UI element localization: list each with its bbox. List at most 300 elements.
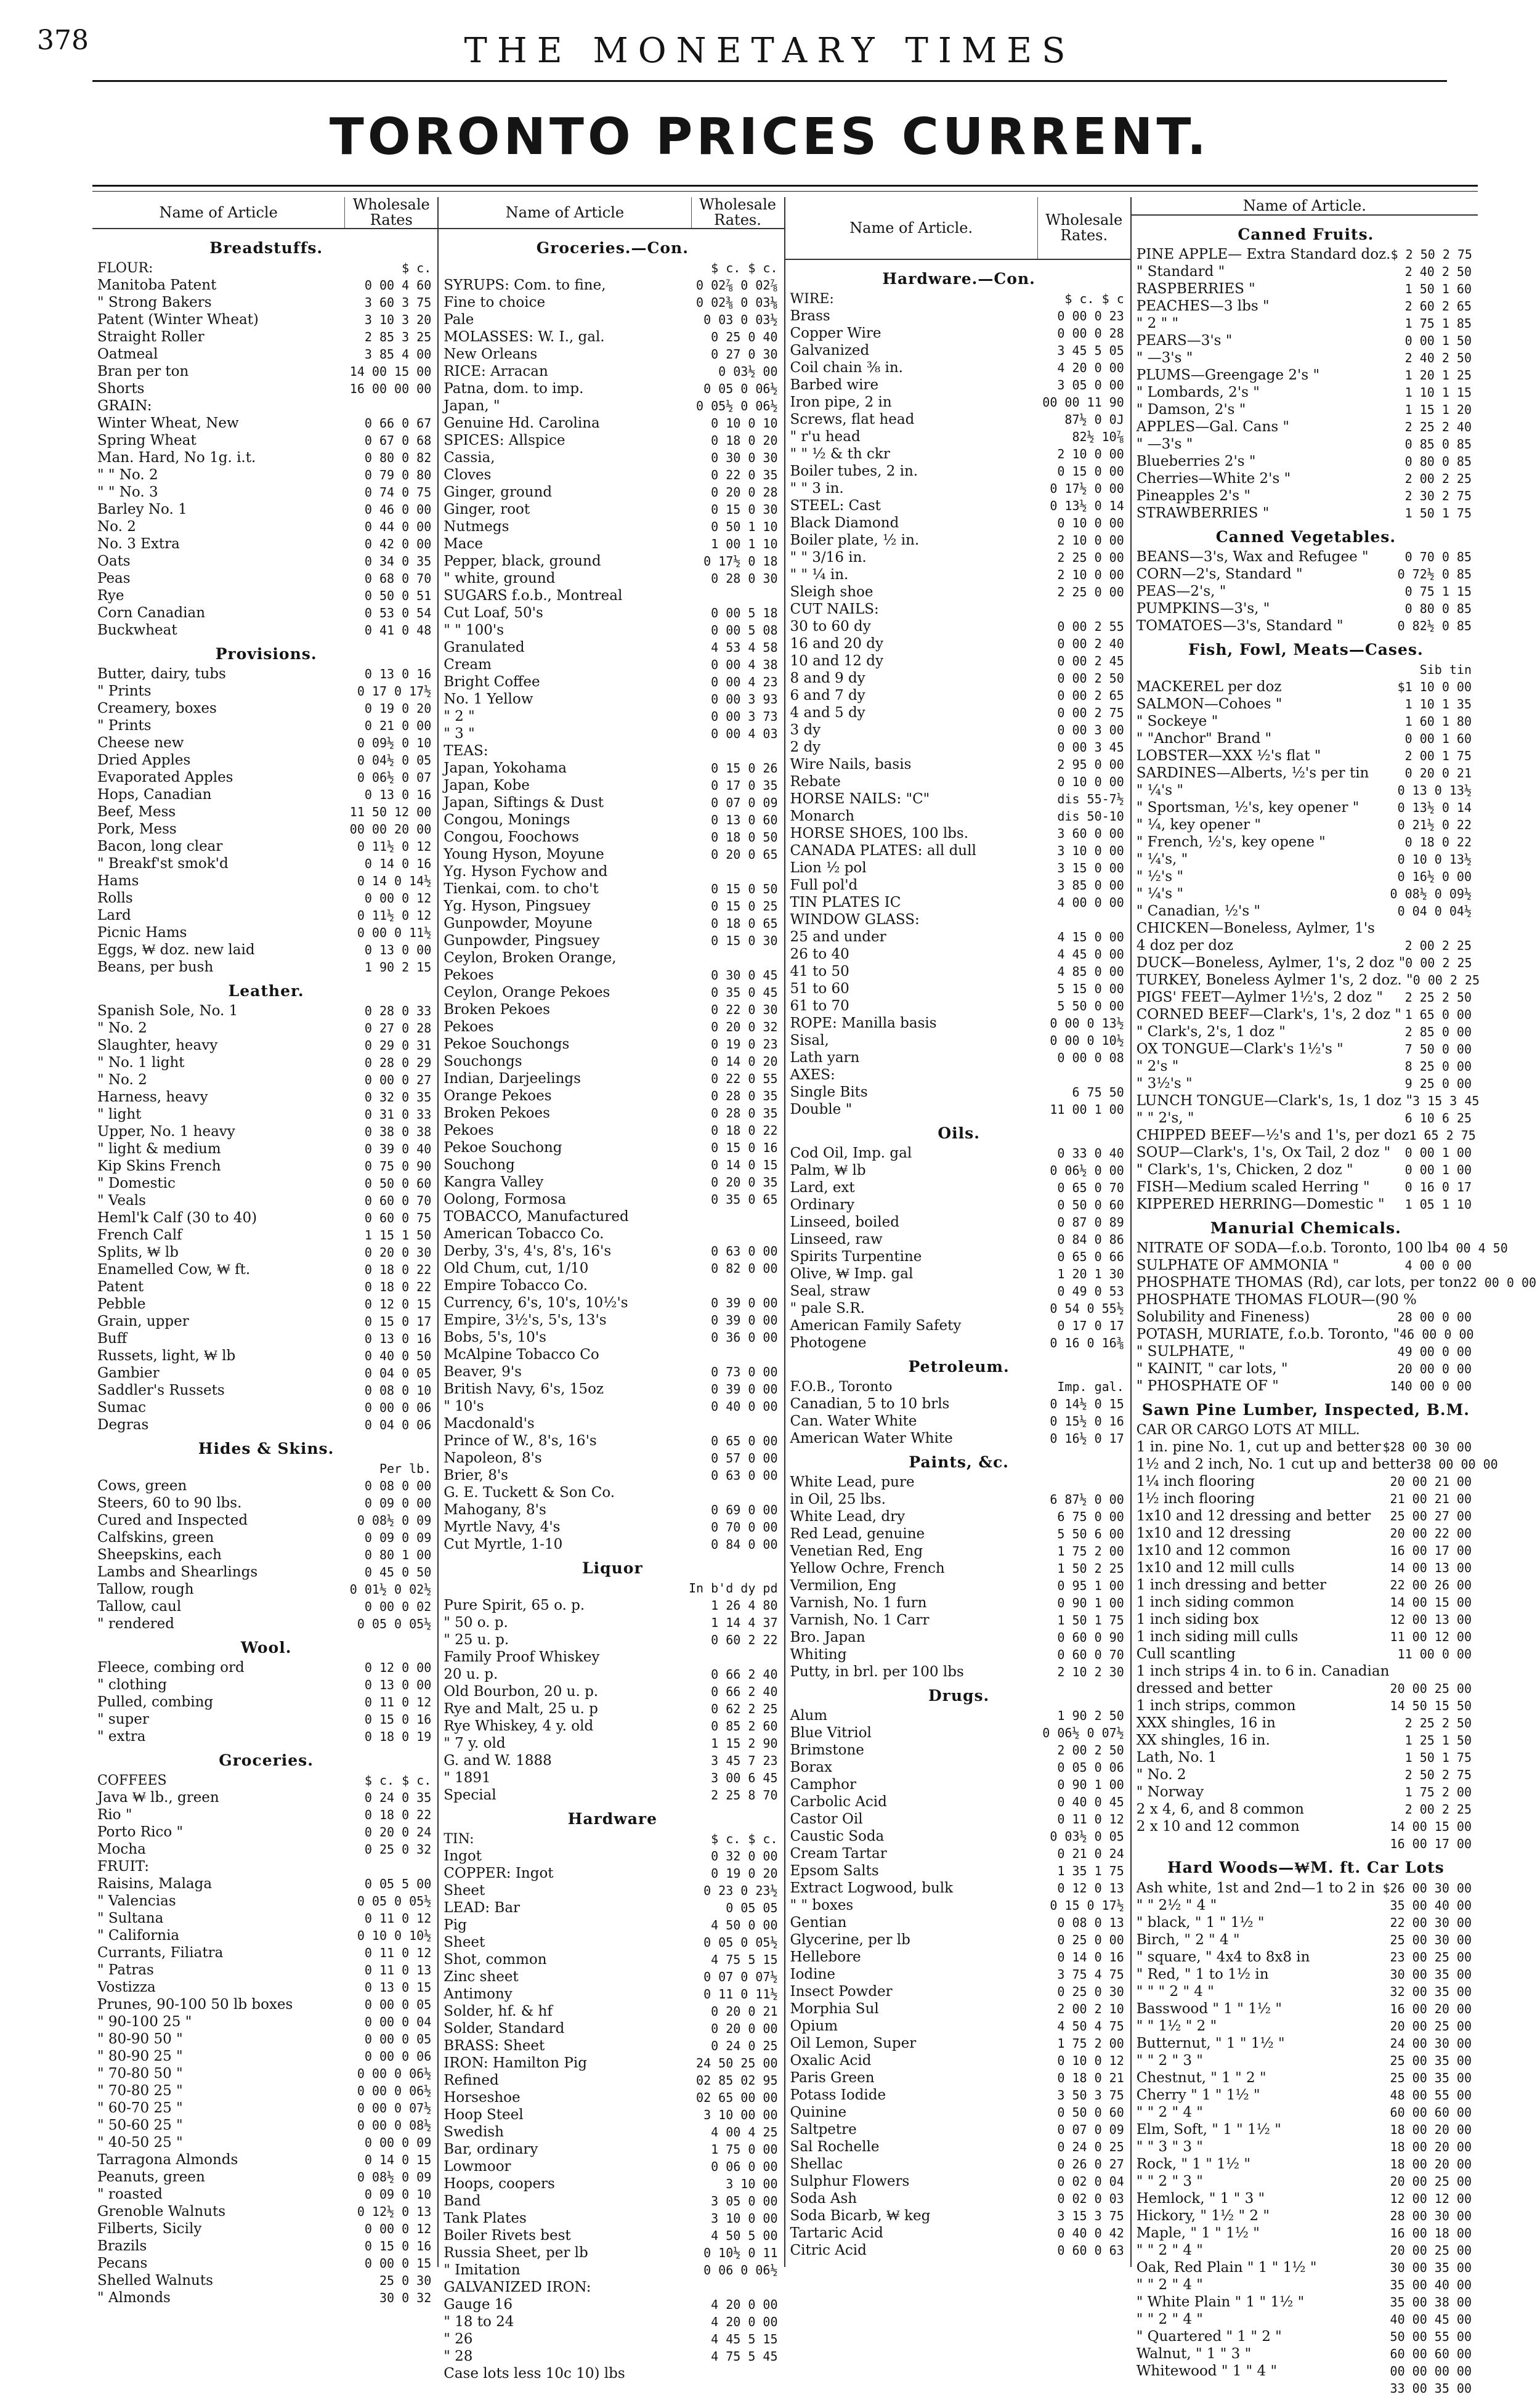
article-name: FRUIT: <box>97 1859 150 1875</box>
article-name: " super <box>97 1711 149 1728</box>
price-row <box>97 700 435 717</box>
article-name: Hams <box>97 873 139 890</box>
article-rates: 0 65 0 66 <box>1057 1249 1124 1264</box>
price-row <box>444 898 781 915</box>
price-row <box>97 1728 435 1745</box>
article-rates: 0 05 0 06½ <box>703 381 778 397</box>
article-name: Band <box>444 2193 481 2210</box>
article-name: " ½'s " <box>1136 869 1183 885</box>
article-name: Enamelled Cow, ₩ ft. <box>97 1262 251 1278</box>
article-name: Tartaric Acid <box>790 2225 883 2241</box>
article-rates: 0 17 0 35 <box>711 778 778 793</box>
article-rates: 0 50 0 60 <box>364 1176 432 1191</box>
price-row <box>1137 1127 1475 1144</box>
article-name: Extract Logwood, bulk <box>790 1880 954 1896</box>
article-name: POTASH, MURIATE, f.o.b. Toronto, " <box>1136 1326 1400 1342</box>
article-rates: 0 27 0 28 <box>364 1021 432 1036</box>
column-header <box>92 197 437 229</box>
article-rates: 0 06½ 0 07½ <box>1042 1726 1124 1740</box>
article-rates: 1 20 1 30 <box>1057 1267 1124 1281</box>
article-name: Cherry " 1 " 1½ " <box>1136 2087 1260 2103</box>
article-name: Epsom Salts <box>790 1863 879 1879</box>
article-rates: 0 11 0 13 <box>364 1963 432 1978</box>
article-rates: 0 00 0 27 <box>364 1073 432 1088</box>
subhead-name: WIRE: <box>790 291 834 307</box>
article-rates: 0 69 0 00 <box>711 1503 778 1518</box>
price-row <box>444 2089 781 2106</box>
article-name: Rolls <box>97 890 133 907</box>
price-row <box>444 1985 781 2003</box>
article-rates: 24 50 25 00 <box>696 2056 778 2071</box>
article-rates: 0 41 0 48 <box>364 623 432 638</box>
article-rates: 0 15 0 25 <box>711 899 778 914</box>
article-rates: 0 80 0 85 <box>1404 454 1472 469</box>
article-name: 51 to 60 <box>790 981 849 997</box>
article-rates: 4 00 0 00 <box>1404 1258 1472 1273</box>
article-rates: 1 90 2 15 <box>364 960 432 975</box>
price-row <box>444 1087 781 1105</box>
article-rates: 0 08 0 00 <box>364 1478 432 1494</box>
article-rates: 0 10 0 13½ <box>1397 852 1472 867</box>
article-name: " 70-80 50 " <box>97 2066 183 2082</box>
price-row <box>790 997 1128 1015</box>
price-row <box>444 1191 781 1208</box>
price-row <box>1136 1092 1480 1109</box>
price-row <box>790 1793 1128 1811</box>
price-row <box>97 1158 435 1175</box>
price-row <box>1137 954 1475 971</box>
price-row <box>1137 1966 1475 1983</box>
article-name: LOBSTER—XXX ½'s flat " <box>1136 748 1321 764</box>
section-title: Hardware.—Con. <box>882 270 1035 288</box>
price-row <box>444 2192 781 2210</box>
price-row <box>444 1053 781 1070</box>
article-name: Carbolic Acid <box>790 1794 887 1810</box>
price-row <box>444 760 781 777</box>
article-name: NITRATE OF SODA—f.o.b. Toronto, 100 lb <box>1136 1240 1441 1256</box>
article-rates: 14 00 15 00 <box>1390 1819 1472 1834</box>
article-rates: 0 50 0 60 <box>1057 1198 1124 1212</box>
price-row <box>444 1312 781 1329</box>
article-name: Souchongs <box>444 1053 522 1070</box>
price-row <box>444 1614 781 1631</box>
article-rates: 1 75 2 00 <box>1404 1785 1472 1799</box>
price-row <box>790 1525 1128 1543</box>
article-rates: 1 75 0 00 <box>711 2142 778 2157</box>
price-row <box>97 1278 435 1296</box>
article-rates: 2 10 0 00 <box>1057 447 1124 461</box>
article-rates: 16 00 17 00 <box>1390 1836 1472 1851</box>
section-title: Canned Fruits. <box>1238 225 1374 243</box>
article-rates: 3 10 3 20 <box>364 312 432 328</box>
price-row <box>444 2123 781 2141</box>
article-rates: 0 28 0 33 <box>364 1004 432 1019</box>
article-name: " " 2's, " <box>1136 1110 1194 1126</box>
subhead-rates: Sib tin <box>1419 662 1472 677</box>
article-rates: 0 05 5 00 <box>364 1876 432 1892</box>
price-row <box>790 1707 1128 1724</box>
article-name: Sal Rochelle <box>790 2139 880 2155</box>
article-name: Photogene <box>790 1335 867 1351</box>
article-rates: 4 50 5 00 <box>711 2228 778 2244</box>
price-row <box>444 518 781 535</box>
section-subhead <box>444 1580 781 1597</box>
price-row <box>444 1536 781 1553</box>
article-rates: 3 05 0 00 <box>711 2194 778 2209</box>
article-name: Wire Nails, basis <box>790 756 912 773</box>
price-row <box>1137 1697 1475 1714</box>
article-name: Russets, light, ₩ lb <box>97 1348 236 1365</box>
article-rates: 0 18 0 50 <box>711 830 778 845</box>
article-rates: 4 53 4 58 <box>711 640 778 655</box>
article-name: American Family Safety <box>790 1318 962 1334</box>
price-row <box>1137 349 1475 367</box>
section-title: Drugs. <box>928 1687 990 1705</box>
article-rates: 0 16 0 16⅜ <box>1050 1336 1124 1350</box>
column-header-rates: Wholesale Rates. <box>1037 197 1130 259</box>
price-row <box>444 1484 781 1501</box>
price-row <box>1136 1239 1508 1257</box>
article-name: " 10's <box>444 1398 484 1415</box>
article-name: White Lead, pure <box>790 1474 915 1490</box>
article-rates: 0 33 0 40 <box>1057 1146 1124 1161</box>
article-name: Brazils <box>97 2238 147 2255</box>
article-name: Horseshoe <box>444 2090 521 2106</box>
price-row <box>1137 548 1475 566</box>
price-row <box>97 890 435 907</box>
article-rates: 0 10 0 10 <box>711 416 778 431</box>
article-rates: 0 90 1 00 <box>1057 1777 1124 1792</box>
price-row <box>444 2365 781 2382</box>
price-row <box>1137 902 1475 920</box>
article-name: Raisins, Malaga <box>97 1876 213 1892</box>
price-row <box>444 1631 781 1649</box>
price-row <box>1137 1783 1475 1801</box>
price-row <box>1136 971 1480 989</box>
article-name: " 26 <box>444 2331 473 2348</box>
article-name: " ¼, key opener " <box>1136 817 1261 833</box>
article-name: Pepper, black, ground <box>444 553 601 570</box>
price-row <box>97 1192 435 1209</box>
price-row <box>1137 1473 1475 1490</box>
article-name: " 80-90 50 " <box>97 2031 183 2048</box>
price-row <box>1137 920 1475 937</box>
article-rates: 0 30 0 30 <box>711 450 778 466</box>
subhead-rates: $ c. $ c. <box>711 261 778 276</box>
article-name: Rebate <box>790 774 841 790</box>
article-rates: 32 00 35 00 <box>1390 1984 1472 1999</box>
price-row <box>97 1071 435 1089</box>
article-rates: 1 15 1 20 <box>1404 402 1472 417</box>
article-name: PEARS—3's " <box>1136 333 1233 349</box>
price-row <box>790 1629 1128 1646</box>
article-rates: 8 25 0 00 <box>1404 1059 1472 1074</box>
price-row <box>790 411 1128 428</box>
article-name: " " 2 " 4 " <box>1136 2277 1203 2293</box>
article-name: " ¼'s " <box>1136 782 1183 798</box>
price-row <box>97 1495 435 1512</box>
article-rates: 28 00 0 00 <box>1397 1310 1472 1324</box>
subhead-rates: $ c. <box>402 261 432 276</box>
price-row <box>790 480 1128 497</box>
price-row <box>444 277 781 294</box>
price-row <box>1137 2087 1475 2104</box>
price-row <box>1137 315 1475 332</box>
price-row <box>790 2173 1128 2190</box>
article-name: 1 inch siding common <box>1136 1594 1294 1610</box>
price-row <box>790 2104 1128 2121</box>
article-rates: 1 00 1 10 <box>711 537 778 552</box>
article-rates: 0 11 0 12 <box>364 1911 432 1926</box>
article-name: 1 inch dressing and better <box>1136 1577 1326 1593</box>
article-name: Young Hyson, Moyune <box>444 846 604 863</box>
article-rates: 0 40 0 45 <box>1057 1795 1124 1809</box>
price-row <box>790 1101 1128 1118</box>
article-rates: 1 05 1 10 <box>1404 1197 1472 1212</box>
price-row <box>444 570 781 587</box>
article-rates: 0 32 0 35 <box>364 1090 432 1105</box>
article-rates: 25 00 35 00 <box>1390 2053 1472 2068</box>
article-name: " Veals <box>97 1193 146 1209</box>
subhead-name: CAR OR CARGO LOTS AT MILL. <box>1136 1422 1360 1438</box>
price-row <box>97 1313 435 1330</box>
article-name: Single Bits <box>790 1084 868 1100</box>
article-rates: 0 39 0 00 <box>711 1313 778 1328</box>
article-rates: 1 15 1 50 <box>364 1228 432 1243</box>
price-row <box>1137 1801 1475 1818</box>
price-row <box>444 1735 781 1752</box>
article-rates: 0 66 2 40 <box>711 1684 778 1700</box>
article-name: " —3's " <box>1136 436 1193 452</box>
article-name: Yg. Hyson, Pingsuey <box>444 898 591 915</box>
article-name: Quinine <box>790 2104 847 2120</box>
price-row <box>1137 1525 1475 1542</box>
article-name: Pineapples 2's " <box>1136 488 1250 504</box>
article-rates: 0 40 0 00 <box>711 1399 778 1414</box>
article-name: SARDINES—Alberts, ½'s per tin <box>1136 765 1369 781</box>
article-rates: 0 75 0 90 <box>364 1159 432 1174</box>
article-name: dressed and better <box>1136 1681 1273 1697</box>
price-row <box>1137 1749 1475 1766</box>
price-row <box>97 518 435 535</box>
section-title: Groceries. <box>219 1751 314 1770</box>
price-row <box>1137 453 1475 470</box>
article-name: HORSE NAILS: "C" <box>790 791 930 807</box>
article-rates: 0 00 3 00 <box>1057 723 1124 737</box>
article-name: McAlpine Tobacco Co <box>444 1347 599 1363</box>
article-name: IRON: Hamilton Pig <box>444 2055 587 2072</box>
price-row <box>790 1776 1128 1793</box>
section-title: Canned Vegetables. <box>1215 528 1396 546</box>
header-rule <box>92 80 1447 82</box>
article-name: Oak, Red Plain " 1 " 1½ " <box>1136 2260 1317 2276</box>
article-name: Pekoes <box>444 967 494 984</box>
article-rates: 0 08 0 10 <box>364 1383 432 1398</box>
article-rates: 3 00 6 45 <box>711 1770 778 1786</box>
article-rates: 82½ 10⅞ <box>1072 429 1124 444</box>
price-row <box>444 2175 781 2192</box>
section-subhead <box>790 290 1128 307</box>
article-rates: 0 00 4 60 <box>364 278 432 293</box>
article-name: Walnut, " 1 " 3 " <box>1136 2346 1252 2362</box>
price-row <box>1137 617 1475 635</box>
price-row <box>97 907 435 924</box>
article-rates: 0 35 0 65 <box>711 1192 778 1207</box>
article-name: Lard <box>97 907 131 924</box>
section-title: Paints, &c. <box>909 1453 1009 1471</box>
column-body <box>785 260 1130 2259</box>
price-row <box>97 2220 435 2237</box>
article-name: 26 to 40 <box>790 946 849 962</box>
article-name: Cut Loaf, 50's <box>444 605 543 622</box>
article-rates: 0 14 0 16 <box>364 856 432 872</box>
price-row <box>790 2052 1128 2069</box>
article-name: Elm, Soft, " 1 " 1½ " <box>1136 2122 1281 2138</box>
price-row <box>790 1828 1128 1845</box>
column-header <box>439 197 784 229</box>
article-name: Refined <box>444 2072 499 2089</box>
article-rates: 0 29 0 31 <box>364 1038 432 1053</box>
article-rates: 0 00 0 13½ <box>1050 1016 1124 1031</box>
price-row <box>444 2279 781 2296</box>
price-row <box>790 825 1128 842</box>
article-rates: 0 53 0 54 <box>364 606 432 621</box>
article-name: Rye <box>97 588 124 604</box>
article-name: Rock, " 1 " 1½ " <box>1136 2156 1250 2172</box>
price-row <box>97 1037 435 1054</box>
article-name: Currency, 6's, 10's, 10½'s <box>444 1295 628 1312</box>
article-name: " square, " 4x4 to 8x8 in <box>1136 1949 1310 1965</box>
article-name: Hoops, coopers <box>444 2176 555 2192</box>
running-head: THE MONETARY TIMES <box>464 31 1076 71</box>
article-rates: 0 74 0 75 <box>364 485 432 500</box>
article-name: Derby, 3's, 4's, 8's, 16's <box>444 1243 612 1260</box>
price-row <box>790 2087 1128 2104</box>
article-name: Ceylon, Orange Pekoes <box>444 984 610 1001</box>
article-name: Monarch <box>790 808 855 824</box>
article-rates: 0 20 0 00 <box>711 2021 778 2037</box>
price-row <box>1137 263 1475 280</box>
article-rates: 0 00 2 45 <box>1057 654 1124 668</box>
article-name: Pure Spirit, 65 o. p. <box>444 1597 585 1614</box>
article-name: " 25 u. p. <box>444 1632 509 1649</box>
article-rates: 2 00 2 25 <box>1404 471 1472 486</box>
article-name: STEEL: Cast <box>790 498 881 514</box>
article-rates: 33 00 35 00 <box>1390 2381 1472 2396</box>
article-name: Genuine Hd. Carolina <box>444 415 600 432</box>
article-rates: 12 00 12 00 <box>1390 2191 1472 2206</box>
article-name: Dried Apples <box>97 752 191 769</box>
article-rates: 16 00 17 00 <box>1390 1543 1472 1558</box>
price-row <box>444 829 781 846</box>
article-name: " " " 2 " 4 " <box>1136 1984 1214 2000</box>
article-rates: 1 75 2 00 <box>1057 1544 1124 1559</box>
price-row <box>97 1711 435 1728</box>
article-rates: 0 16½ 0 17 <box>1050 1431 1124 1446</box>
article-name: Harness, heavy <box>97 1089 208 1106</box>
article-name: " white, ground <box>444 570 556 587</box>
price-row <box>97 1123 435 1140</box>
price-row <box>1137 1983 1475 2000</box>
article-rates: 25 00 30 00 <box>1390 1933 1472 1947</box>
price-row <box>97 1296 435 1313</box>
price-row <box>1137 1576 1475 1594</box>
price-row <box>444 1700 781 1718</box>
article-name: Sisal, <box>790 1032 829 1048</box>
price-row <box>1137 2207 1475 2225</box>
price-row <box>97 380 435 397</box>
section-title: Breadstuffs. <box>209 239 323 258</box>
price-row <box>790 532 1128 549</box>
price-row <box>444 1415 781 1432</box>
price-row <box>97 1140 435 1158</box>
price-row <box>1137 1291 1475 1308</box>
article-name: PUMPKINS—3's, " <box>1136 601 1270 617</box>
article-name: 4 and 5 dy <box>790 705 865 721</box>
price-row <box>97 1823 435 1841</box>
article-rates: 0 73 0 00 <box>711 1365 778 1380</box>
article-name: Old Chum, cut, 1/10 <box>444 1260 589 1277</box>
article-name: Shorts <box>97 381 145 397</box>
article-name: Grain, upper <box>97 1313 189 1330</box>
article-name: RICE: Arracan <box>444 363 548 380</box>
article-name: Citric Acid <box>790 2242 867 2258</box>
article-name: Morphia Sul <box>790 2001 879 2017</box>
article-rates: 0 40 0 42 <box>1057 2226 1124 2241</box>
price-row <box>97 1564 435 1581</box>
price-row <box>444 949 781 967</box>
article-rates: 1 60 1 80 <box>1404 714 1472 729</box>
article-rates: 3 60 3 75 <box>364 295 432 310</box>
article-rates: 0 24 0 25 <box>711 2038 778 2054</box>
article-name: 1x10 and 12 common <box>1136 1543 1291 1559</box>
article-rates: 0 18 0 20 <box>711 433 778 448</box>
price-row <box>790 1317 1128 1334</box>
article-name: Saddler's Russets <box>97 1382 225 1399</box>
article-name: 1 inch siding mill culls <box>1136 1629 1299 1645</box>
price-row <box>790 1231 1128 1248</box>
article-name: Napoleon, 8's <box>444 1450 542 1467</box>
article-name: Paris Green <box>790 2070 875 2086</box>
article-rates: 0 10 0 12 <box>1057 2053 1124 2068</box>
article-name: Calfskins, green <box>97 1530 214 1546</box>
article-rates: $28 00 30 00 <box>1382 1440 1472 1454</box>
section-title: Liquor <box>582 1559 643 1578</box>
price-row <box>97 535 435 553</box>
price-row <box>790 946 1128 963</box>
article-rates: 0 68 0 70 <box>364 571 432 586</box>
article-rates: 0 09½ 0 10 <box>357 736 432 751</box>
price-row <box>444 1934 781 1951</box>
article-rates: 0 11½ 0 12 <box>357 908 432 923</box>
article-rates: 0 06½ 0 07 <box>357 770 432 785</box>
article-name: Whitewood " 1 " 4 " <box>1136 2363 1278 2379</box>
article-name: " r'u head <box>790 429 861 445</box>
article-rates: 5 50 0 00 <box>1057 999 1124 1013</box>
article-rates: 16 00 00 00 <box>349 381 432 397</box>
article-rates: 35 00 40 00 <box>1390 2277 1472 2292</box>
article-rates: 0 35 0 45 <box>711 985 778 1000</box>
article-rates: 0 82 0 00 <box>711 1261 778 1276</box>
article-rates: 0 22 0 30 <box>711 1002 778 1018</box>
section-title: Provisions. <box>215 645 317 663</box>
price-row <box>790 583 1128 601</box>
price-row <box>444 363 781 380</box>
article-name: Cream <box>444 657 492 673</box>
article-rates: 0 17 0 17 <box>1057 1318 1124 1333</box>
article-name: Vermilion, Eng <box>790 1578 897 1594</box>
price-row <box>444 1156 781 1174</box>
